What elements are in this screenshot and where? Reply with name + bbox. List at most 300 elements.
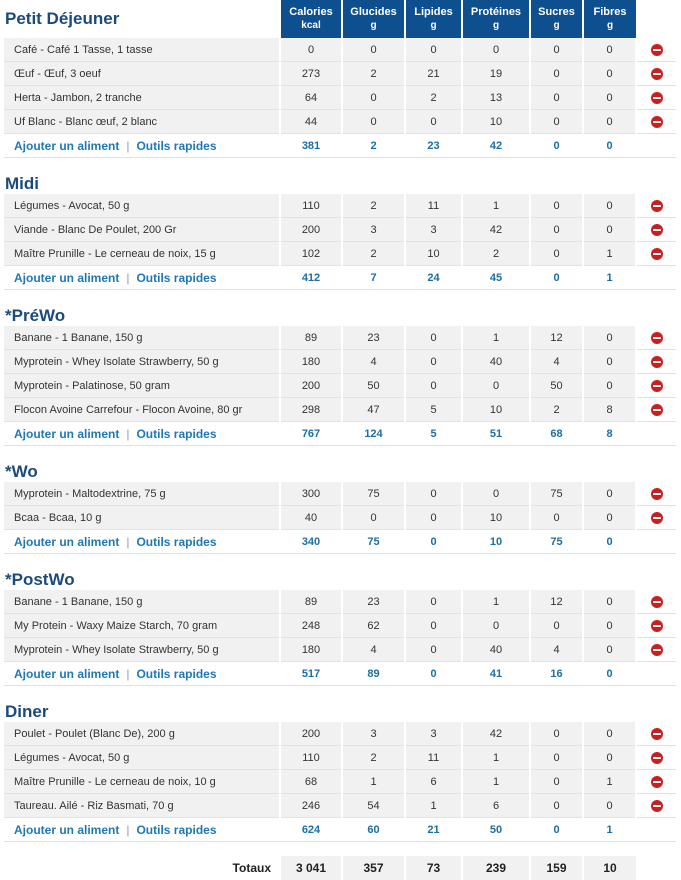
- header-spacer: [636, 0, 676, 38]
- food-row: [4, 86, 676, 110]
- meal-total-proteines: 42: [462, 134, 530, 158]
- food-calories: 248: [280, 614, 342, 638]
- quick-tools-link[interactable]: Outils rapides: [136, 534, 217, 549]
- food-calories: 40: [280, 506, 342, 530]
- grand-total-proteines: 239: [462, 856, 530, 880]
- quick-tools-link[interactable]: Outils rapides: [136, 270, 217, 285]
- delete-icon[interactable]: [651, 224, 663, 236]
- delete-icon[interactable]: [651, 248, 663, 260]
- food-fibres: 0: [583, 506, 636, 530]
- totals-spacer: [636, 662, 676, 686]
- food-calories: 298: [280, 398, 342, 422]
- meal-title: *PréWo: [5, 306, 66, 325]
- add-food-link[interactable]: Ajouter un aliment: [14, 138, 120, 153]
- food-glucides: 54: [342, 794, 405, 818]
- food-calories: 44: [280, 110, 342, 134]
- food-fibres: 0: [583, 638, 636, 662]
- delete-cell: [636, 374, 676, 398]
- link-separator: |: [126, 534, 130, 549]
- meal-total-glucides: 60: [342, 818, 405, 842]
- food-name-link[interactable]: Poulet - Poulet (Blanc De), 200 g: [4, 722, 280, 746]
- food-row: [4, 482, 676, 506]
- food-fibres: 1: [583, 770, 636, 794]
- meal-header-row: [4, 290, 676, 327]
- food-proteines: 19: [462, 62, 530, 86]
- food-proteines: 6: [462, 794, 530, 818]
- food-glucides: 4: [342, 638, 405, 662]
- food-lipides: 3: [405, 218, 462, 242]
- column-header-label: Protéines: [470, 6, 522, 18]
- food-calories: 64: [280, 86, 342, 110]
- totals-spacer: [636, 134, 676, 158]
- food-name-link[interactable]: Myprotein - Palatinose, 50 gram: [4, 374, 280, 398]
- food-sucres: 12: [530, 326, 583, 350]
- food-name-link[interactable]: Taureau. Ailé - Riz Basmati, 70 g: [4, 794, 280, 818]
- meal-total-calories: 517: [280, 662, 342, 686]
- meal-total-calories: 340: [280, 530, 342, 554]
- meal-actions: [4, 818, 280, 842]
- delete-icon[interactable]: [651, 728, 663, 740]
- meal-total-fibres: 1: [583, 818, 636, 842]
- food-row: [4, 722, 676, 746]
- grand-totals-row: [4, 856, 676, 880]
- food-row: [4, 638, 676, 662]
- food-lipides: 11: [405, 194, 462, 218]
- delete-cell: [636, 398, 676, 422]
- food-glucides: 2: [342, 746, 405, 770]
- food-fibres: 0: [583, 110, 636, 134]
- food-calories: 102: [280, 242, 342, 266]
- food-row: [4, 326, 676, 350]
- delete-cell: [636, 590, 676, 614]
- delete-cell: [636, 746, 676, 770]
- food-row: [4, 794, 676, 818]
- food-sucres: 0: [530, 62, 583, 86]
- food-calories: 180: [280, 350, 342, 374]
- meal-total-calories: 624: [280, 818, 342, 842]
- food-diary-table: [4, 0, 676, 880]
- meal-total-proteines: 50: [462, 818, 530, 842]
- food-proteines: 0: [462, 374, 530, 398]
- food-row: [4, 770, 676, 794]
- meal-actions: [4, 662, 280, 686]
- delete-cell: [636, 482, 676, 506]
- food-calories: 110: [280, 194, 342, 218]
- column-header-glucides: [342, 0, 405, 38]
- food-lipides: 0: [405, 374, 462, 398]
- delete-cell: [636, 794, 676, 818]
- food-lipides: 0: [405, 350, 462, 374]
- meal-total-glucides: 75: [342, 530, 405, 554]
- meal-total-proteines: 10: [462, 530, 530, 554]
- food-name-link[interactable]: Herta - Jambon, 2 tranche: [4, 86, 280, 110]
- food-row: [4, 218, 676, 242]
- food-calories: 200: [280, 722, 342, 746]
- column-header-unit: g: [370, 20, 377, 31]
- food-lipides: 21: [405, 62, 462, 86]
- meal-total-fibres: 0: [583, 134, 636, 158]
- quick-tools-link[interactable]: Outils rapides: [136, 138, 217, 153]
- delete-cell: [636, 326, 676, 350]
- column-header-label: Glucides: [350, 6, 397, 18]
- column-header-unit: g: [430, 20, 437, 31]
- food-row: [4, 38, 676, 62]
- meal-total-fibres: 8: [583, 422, 636, 446]
- totals-spacer: [636, 422, 676, 446]
- food-calories: 300: [280, 482, 342, 506]
- delete-icon[interactable]: [651, 644, 663, 656]
- food-name-link[interactable]: Myprotein - Whey Isolate Strawberry, 50 g: [4, 638, 280, 662]
- meal-actions: [4, 530, 280, 554]
- delete-icon[interactable]: [651, 752, 663, 764]
- meal-total-proteines: 41: [462, 662, 530, 686]
- food-glucides: 0: [342, 86, 405, 110]
- food-name-link[interactable]: My Protein - Waxy Maize Starch, 70 gram: [4, 614, 280, 638]
- add-food-link[interactable]: Ajouter un aliment: [14, 822, 120, 837]
- food-proteines: 0: [462, 614, 530, 638]
- food-fibres: 0: [583, 374, 636, 398]
- column-header-unit: g: [553, 20, 560, 31]
- food-lipides: 0: [405, 638, 462, 662]
- food-glucides: 3: [342, 218, 405, 242]
- food-fibres: 0: [583, 62, 636, 86]
- food-lipides: 0: [405, 110, 462, 134]
- add-food-link[interactable]: Ajouter un aliment: [14, 534, 120, 549]
- meal-total-sucres: 0: [530, 818, 583, 842]
- column-header-unit: kcal: [301, 20, 321, 31]
- grand-total-fibres: 10: [583, 856, 636, 880]
- food-fibres: 0: [583, 350, 636, 374]
- food-lipides: 0: [405, 482, 462, 506]
- food-row: [4, 398, 676, 422]
- food-sucres: 0: [530, 38, 583, 62]
- spacer-cell: [4, 842, 676, 857]
- delete-cell: [636, 506, 676, 530]
- food-fibres: 1: [583, 242, 636, 266]
- meal-total-calories: 381: [280, 134, 342, 158]
- delete-icon[interactable]: [651, 332, 663, 344]
- food-row: [4, 590, 676, 614]
- link-separator: |: [126, 666, 130, 681]
- delete-cell: [636, 86, 676, 110]
- food-glucides: 75: [342, 482, 405, 506]
- food-row: [4, 62, 676, 86]
- food-sucres: 0: [530, 614, 583, 638]
- meal-total-proteines: 45: [462, 266, 530, 290]
- delete-cell: [636, 218, 676, 242]
- meal-actions: [4, 134, 280, 158]
- food-lipides: 0: [405, 614, 462, 638]
- delete-icon[interactable]: [651, 116, 663, 128]
- delete-cell: [636, 350, 676, 374]
- food-sucres: 0: [530, 86, 583, 110]
- food-glucides: 23: [342, 590, 405, 614]
- food-proteines: 1: [462, 746, 530, 770]
- grand-totals-label: Totaux: [232, 861, 271, 875]
- food-proteines: 1: [462, 590, 530, 614]
- table-header-row: [4, 0, 676, 38]
- food-fibres: 0: [583, 746, 636, 770]
- food-calories: 200: [280, 218, 342, 242]
- food-fibres: 0: [583, 794, 636, 818]
- meal-total-lipides: 21: [405, 818, 462, 842]
- totals-spacer: [636, 530, 676, 554]
- delete-icon[interactable]: [651, 44, 663, 56]
- food-calories: 246: [280, 794, 342, 818]
- link-separator: |: [126, 270, 130, 285]
- totals-spacer: [636, 266, 676, 290]
- delete-icon[interactable]: [651, 92, 663, 104]
- meal-total-sucres: 16: [530, 662, 583, 686]
- delete-icon[interactable]: [651, 596, 663, 608]
- food-fibres: 8: [583, 398, 636, 422]
- food-lipides: 5: [405, 398, 462, 422]
- meal-header-row: [4, 446, 676, 483]
- food-sucres: 0: [530, 722, 583, 746]
- food-lipides: 0: [405, 326, 462, 350]
- column-header-label: Calories: [289, 6, 333, 18]
- food-proteines: 42: [462, 722, 530, 746]
- food-sucres: 0: [530, 218, 583, 242]
- food-lipides: 11: [405, 746, 462, 770]
- meal-total-sucres: 68: [530, 422, 583, 446]
- food-sucres: 75: [530, 482, 583, 506]
- meal-totals-row: [4, 818, 676, 842]
- food-proteines: 10: [462, 110, 530, 134]
- food-fibres: 0: [583, 614, 636, 638]
- delete-cell: [636, 194, 676, 218]
- link-separator: |: [126, 822, 130, 837]
- food-sucres: 0: [530, 242, 583, 266]
- food-name-link[interactable]: Légumes - Avocat, 50 g: [4, 746, 280, 770]
- food-name-link[interactable]: Banane - 1 Banane, 150 g: [4, 326, 280, 350]
- meal-totals-row: [4, 530, 676, 554]
- food-sucres: 0: [530, 794, 583, 818]
- column-header-label: Fibres: [593, 6, 627, 18]
- delete-icon[interactable]: [651, 488, 663, 500]
- food-glucides: 2: [342, 194, 405, 218]
- delete-icon[interactable]: [651, 800, 663, 812]
- meal-total-fibres: 0: [583, 530, 636, 554]
- food-row: [4, 614, 676, 638]
- grand-total-calories: 3 041: [280, 856, 342, 880]
- food-calories: 0: [280, 38, 342, 62]
- food-row: [4, 350, 676, 374]
- meal-total-fibres: 0: [583, 662, 636, 686]
- food-name-link[interactable]: Myprotein - Whey Isolate Strawberry, 50 g: [4, 350, 280, 374]
- food-sucres: 50: [530, 374, 583, 398]
- food-glucides: 0: [342, 110, 405, 134]
- food-row: [4, 374, 676, 398]
- delete-cell: [636, 722, 676, 746]
- column-header-unit: g: [606, 20, 614, 31]
- food-sucres: 2: [530, 398, 583, 422]
- meal-actions: [4, 266, 280, 290]
- food-proteines: 42: [462, 218, 530, 242]
- food-glucides: 50: [342, 374, 405, 398]
- delete-icon[interactable]: [651, 512, 663, 524]
- link-separator: |: [126, 426, 130, 441]
- food-lipides: 0: [405, 38, 462, 62]
- meal-total-sucres: 0: [530, 134, 583, 158]
- food-row: [4, 242, 676, 266]
- food-glucides: 47: [342, 398, 405, 422]
- quick-tools-link[interactable]: Outils rapides: [136, 666, 217, 681]
- delete-cell: [636, 62, 676, 86]
- food-sucres: 12: [530, 590, 583, 614]
- food-name-link[interactable]: Uf Blanc - Blanc œuf, 2 blanc: [4, 110, 280, 134]
- delete-cell: [636, 242, 676, 266]
- delete-cell: [636, 770, 676, 794]
- food-glucides: 62: [342, 614, 405, 638]
- delete-icon[interactable]: [651, 200, 663, 212]
- add-food-link[interactable]: Ajouter un aliment: [14, 270, 120, 285]
- quick-tools-link[interactable]: Outils rapides: [136, 426, 217, 441]
- food-calories: 200: [280, 374, 342, 398]
- food-row: [4, 110, 676, 134]
- meal-header-row: [4, 686, 676, 723]
- food-fibres: 0: [583, 194, 636, 218]
- food-name-link[interactable]: Banane - 1 Banane, 150 g: [4, 590, 280, 614]
- food-name-link[interactable]: Maître Prunille - Le cerneau de noix, 10 g: [4, 770, 280, 794]
- delete-icon[interactable]: [651, 776, 663, 788]
- food-lipides: 2: [405, 86, 462, 110]
- food-proteines: 2: [462, 242, 530, 266]
- food-sucres: 4: [530, 350, 583, 374]
- food-calories: 180: [280, 638, 342, 662]
- food-glucides: 4: [342, 350, 405, 374]
- add-food-link[interactable]: Ajouter un aliment: [14, 666, 120, 681]
- food-fibres: 0: [583, 482, 636, 506]
- meal-total-proteines: 51: [462, 422, 530, 446]
- meal-actions: [4, 422, 280, 446]
- meal-totals-row: [4, 266, 676, 290]
- meal-title: Diner: [5, 702, 49, 721]
- meal-title: *PostWo: [5, 570, 75, 589]
- diary-body: [4, 0, 676, 880]
- column-header-proteines: [462, 0, 530, 38]
- spacer-row: [4, 842, 676, 857]
- food-fibres: 0: [583, 86, 636, 110]
- food-proteines: 40: [462, 638, 530, 662]
- food-name-link[interactable]: Viande - Blanc De Poulet, 200 Gr: [4, 218, 280, 242]
- food-calories: 89: [280, 326, 342, 350]
- food-fibres: 0: [583, 722, 636, 746]
- meal-total-sucres: 0: [530, 266, 583, 290]
- food-name-link[interactable]: Myprotein - Maltodextrine, 75 g: [4, 482, 280, 506]
- meal-total-lipides: 24: [405, 266, 462, 290]
- delete-icon[interactable]: [651, 380, 663, 392]
- food-proteines: 0: [462, 482, 530, 506]
- food-sucres: 4: [530, 638, 583, 662]
- food-fibres: 0: [583, 218, 636, 242]
- add-food-link[interactable]: Ajouter un aliment: [14, 426, 120, 441]
- meal-total-fibres: 1: [583, 266, 636, 290]
- meal-title: *Wo: [5, 462, 38, 481]
- meal-total-glucides: 89: [342, 662, 405, 686]
- meal-title: Midi: [5, 174, 39, 193]
- meal-totals-row: [4, 662, 676, 686]
- meal-total-lipides: 5: [405, 422, 462, 446]
- meal-header-row: [4, 554, 676, 591]
- grand-total-glucides: 357: [342, 856, 405, 880]
- meal-total-calories: 412: [280, 266, 342, 290]
- food-fibres: 0: [583, 326, 636, 350]
- meal-total-sucres: 75: [530, 530, 583, 554]
- meal-totals-row: [4, 422, 676, 446]
- food-glucides: 23: [342, 326, 405, 350]
- food-fibres: 0: [583, 38, 636, 62]
- food-glucides: 0: [342, 506, 405, 530]
- food-name-link[interactable]: Flocon Avoine Carrefour - Flocon Avoine, 80 gr: [4, 398, 280, 422]
- delete-icon[interactable]: [651, 68, 663, 80]
- food-glucides: 2: [342, 242, 405, 266]
- delete-icon[interactable]: [651, 356, 663, 368]
- food-name-link[interactable]: Légumes - Avocat, 50 g: [4, 194, 280, 218]
- quick-tools-link[interactable]: Outils rapides: [136, 822, 217, 837]
- food-name-link[interactable]: Œuf - Œuf, 3 oeuf: [4, 62, 280, 86]
- meal-totals-row: [4, 134, 676, 158]
- meal-total-glucides: 124: [342, 422, 405, 446]
- food-sucres: 0: [530, 194, 583, 218]
- food-sucres: 0: [530, 506, 583, 530]
- food-row: [4, 746, 676, 770]
- column-header-lipides: [405, 0, 462, 38]
- food-proteines: 1: [462, 194, 530, 218]
- food-fibres: 0: [583, 590, 636, 614]
- food-glucides: 0: [342, 38, 405, 62]
- column-header-label: Sucres: [538, 6, 575, 18]
- food-lipides: 1: [405, 794, 462, 818]
- food-sucres: 0: [530, 746, 583, 770]
- meal-total-glucides: 7: [342, 266, 405, 290]
- grand-totals-spacer: [636, 856, 676, 880]
- delete-cell: [636, 110, 676, 134]
- food-proteines: 10: [462, 506, 530, 530]
- column-header-label: Lipides: [414, 6, 453, 18]
- food-proteines: 0: [462, 38, 530, 62]
- column-header-calories: [280, 0, 342, 38]
- totals-spacer: [636, 818, 676, 842]
- food-lipides: 3: [405, 722, 462, 746]
- food-sucres: 0: [530, 110, 583, 134]
- food-lipides: 0: [405, 590, 462, 614]
- food-lipides: 6: [405, 770, 462, 794]
- meal-total-lipides: 23: [405, 134, 462, 158]
- meal-total-lipides: 0: [405, 530, 462, 554]
- food-name-link[interactable]: Bcaa - Bcaa, 10 g: [4, 506, 280, 530]
- food-calories: 68: [280, 770, 342, 794]
- food-calories: 273: [280, 62, 342, 86]
- food-name-link[interactable]: Café - Café 1 Tasse, 1 tasse: [4, 38, 280, 62]
- food-proteines: 10: [462, 398, 530, 422]
- column-header-fibres: [583, 0, 636, 38]
- grand-total-lipides: 73: [405, 856, 462, 880]
- food-proteines: 40: [462, 350, 530, 374]
- food-row: [4, 194, 676, 218]
- food-proteines: 1: [462, 770, 530, 794]
- meal-header-row: [4, 158, 676, 195]
- delete-cell: [636, 38, 676, 62]
- link-separator: |: [126, 138, 130, 153]
- food-glucides: 2: [342, 62, 405, 86]
- food-row: [4, 506, 676, 530]
- grand-total-sucres: 159: [530, 856, 583, 880]
- food-name-link[interactable]: Maître Prunille - Le cerneau de noix, 15 g: [4, 242, 280, 266]
- delete-icon[interactable]: [651, 404, 663, 416]
- delete-icon[interactable]: [651, 620, 663, 632]
- food-sucres: 0: [530, 770, 583, 794]
